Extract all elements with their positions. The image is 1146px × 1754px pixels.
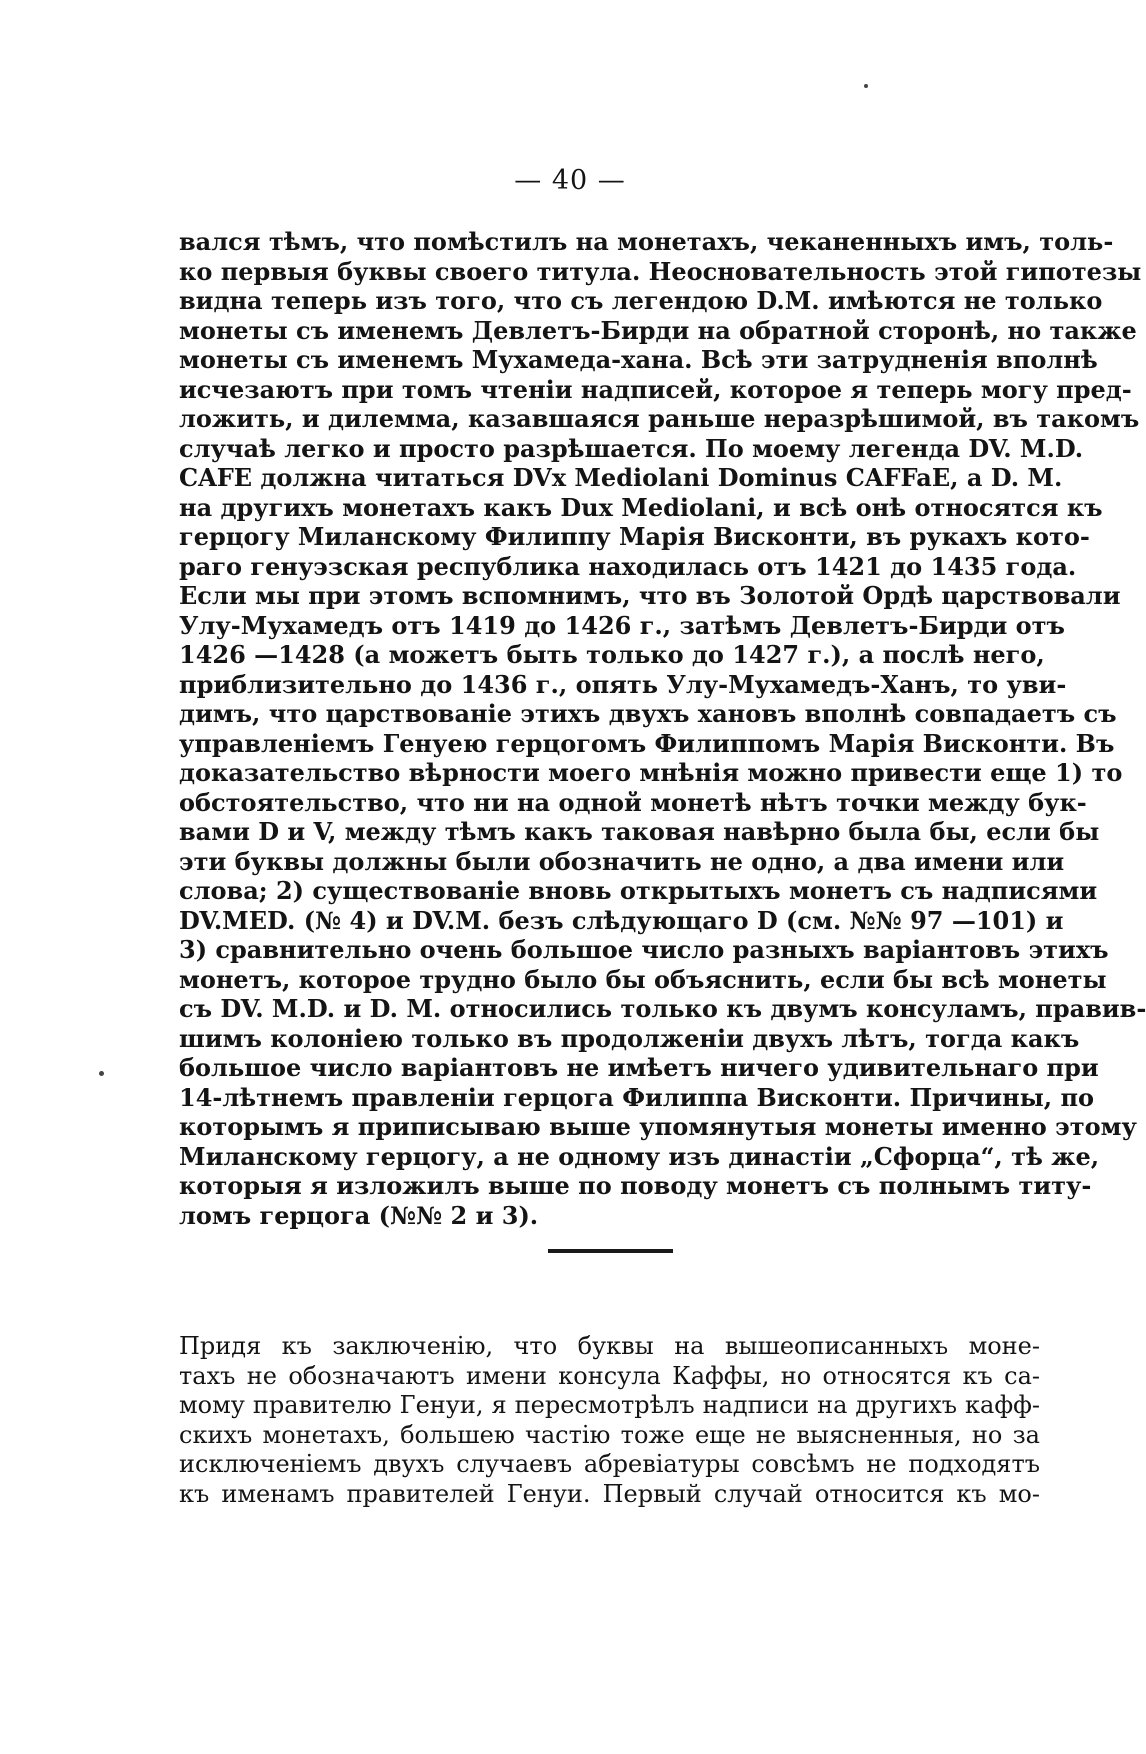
text-line: вался тѣмъ, что помѣстилъ на монетахъ, чеканенныхъ имъ, толь-: [179, 227, 1114, 256]
text-line: Миланскому герцогу, а не одному изъ династіи „Сфорца“, тѣ же,: [179, 1141, 1100, 1171]
text-line: ложить, и дилемма, казавшаяся раньше неразрѣшимой, въ такомъ: [179, 404, 1140, 433]
text-line: тахъ не обозначаютъ имени консула Каффы, но относятся къ са-: [179, 1361, 1040, 1390]
text-line: которыя я изложилъ выше по поводу монетъ съ полнымъ титу-: [179, 1171, 1092, 1200]
text-line: скихъ монетахъ, большею частію тоже еще не выясненныя, но за: [179, 1420, 1040, 1449]
text-line: 1426 —1428 (а можетъ быть только до 1427 г.), а послѣ него,: [179, 640, 1045, 669]
text-line: ко первыя буквы своего титула. Неосновательность этой гипотезы: [179, 256, 1142, 286]
text-line: исключеніемъ двухъ случаевъ абревіатуры совсѣмъ не подходятъ: [179, 1450, 1040, 1478]
page-number: — 40 —: [514, 165, 626, 196]
paragraph-2: [179, 1332, 1040, 1509]
text-line: DV.MED. (№ 4) и DV.M. безъ слѣдующаго D (см. №№ 97 —101) и: [179, 905, 1064, 935]
text-line: съ DV. M.D. и D. M. относились только къ двумъ консуламъ, правив-: [179, 994, 1146, 1023]
text-line: видна теперь изъ того, что съ легендою D.M. имѣются не только: [179, 286, 1103, 315]
text-line: Улу-Мухамедъ отъ 1419 до 1426 г., затѣмъ Девлетъ-Бирди отъ: [179, 610, 1065, 640]
text-line: слова; 2) существованіе вновь открытыхъ монетъ съ надписями: [179, 876, 1098, 905]
text-line: ломъ герцога (№№ 2 и 3).: [179, 1200, 539, 1230]
text-line: CAFE должна читаться DVx Mediolani Dominus CAFFaE, а D. M.: [179, 463, 1063, 492]
text-line: доказательство вѣрности моего мнѣнія можно привести еще 1) то: [179, 758, 1123, 787]
print-speck: [864, 84, 868, 88]
text-line: монеты съ именемъ Девлетъ-Бирди на обратной сторонѣ, но также: [179, 315, 1137, 345]
text-line: къ именамъ правителей Генуи. Первый случай относится къ мо-: [179, 1479, 1040, 1508]
text-line: Придя къ заключенію, что буквы на вышеописанныхъ моне-: [179, 1332, 1040, 1360]
text-line: приблизительно до 1436 г., опять Улу-Мухамедъ-Ханъ, то уви-: [179, 669, 1067, 699]
text-line: раго генуэзская республика находилась отъ 1421 до 1435 года.: [179, 551, 1077, 581]
text-line: эти буквы должны были обозначить не одно, а два имени или: [179, 846, 1065, 876]
text-line: вами D и V, между тѣмъ какъ таковая навѣрно была бы, если бы: [179, 817, 1100, 846]
text-line: большое число варіантовъ не имѣетъ ничего удивительнаго при: [179, 1053, 1099, 1082]
text-line: управленіемъ Генуею герцогомъ Филиппомъ Марія Висконти. Въ: [179, 728, 1115, 758]
text-line: шимъ колоніею только въ продолженіи двухъ лѣтъ, тогда какъ: [179, 1023, 1080, 1053]
text-line: 3) сравнительно очень большое число разныхъ варіантовъ этихъ: [179, 935, 1109, 964]
text-line: димъ, что царствованіе этихъ двухъ хановъ вполнѣ совпадаетъ съ: [179, 699, 1117, 728]
text-line: мому правителю Генуи, я пересмотрѣлъ надписи на другихъ кафф-: [179, 1391, 1040, 1419]
paragraph-1: [179, 227, 1146, 1230]
text-line: обстоятельство, что ни на одной монетѣ нѣтъ точки между бук-: [179, 787, 1087, 817]
print-speck: [99, 1071, 104, 1076]
section-divider: [548, 1249, 673, 1253]
text-line: Если мы при этомъ вспомнимъ, что въ Золотой Ордѣ царствовали: [179, 581, 1121, 610]
text-line: монетъ, которое трудно было бы объяснить, если бы всѣ монеты: [179, 964, 1107, 994]
text-line: на другихъ монетахъ какъ Dux Mediolani, и всѣ онѣ относятся къ: [179, 492, 1103, 522]
text-line: 14-лѣтнемъ правленіи герцога Филиппа Висконти. Причины, по: [179, 1082, 1095, 1112]
text-line: монеты съ именемъ Мухамеда-хана. Всѣ эти затрудненія вполнѣ: [179, 345, 1098, 374]
text-line: исчезаютъ при томъ чтеніи надписей, которое я теперь могу пред-: [179, 374, 1132, 404]
text-line: герцогу Миланскому Филиппу Марія Висконти, въ рукахъ кото-: [179, 522, 1090, 551]
text-line: которымъ я приписываю выше упомянутыя монеты именно этому: [179, 1112, 1137, 1141]
text-line: случаѣ легко и просто разрѣшается. По моему легенда DV. M.D.: [179, 433, 1084, 463]
